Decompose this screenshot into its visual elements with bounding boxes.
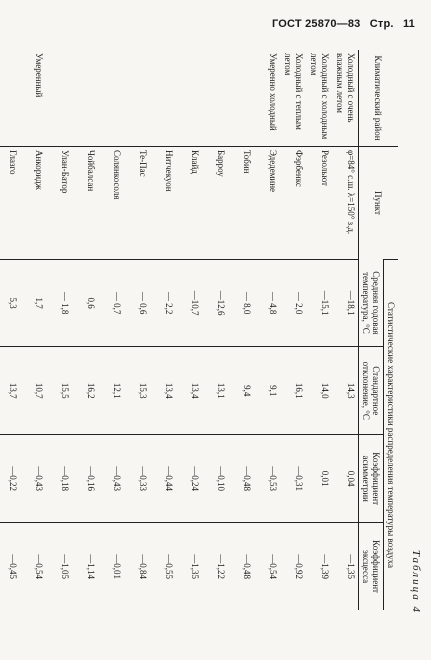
exc-cell: —1,05 <box>46 523 72 610</box>
col-header-std: Стандартное отклонение, °С <box>359 347 384 435</box>
exc-cell: —1,22 <box>202 523 228 610</box>
exc-cell: —0,84 <box>124 523 150 610</box>
exc-cell: —0,54 <box>254 523 280 610</box>
point-cell: Улан-Батор <box>46 146 72 259</box>
table-row <box>202 50 228 610</box>
col-header-mean: Средняя годовая температура, °С <box>359 259 384 346</box>
col-header-group: Статистические характеристики распределения температуры воздуха <box>384 259 399 610</box>
asym-cell: —0,10 <box>202 435 228 523</box>
mean-cell: 5,3 <box>0 259 20 346</box>
mean-cell: —15,1 <box>306 259 332 346</box>
page-header <box>266 18 415 30</box>
std-cell: 13,4 <box>176 347 202 435</box>
col-header-exc: Коэффициент эксцесса <box>359 523 384 610</box>
asym-cell: —0,43 <box>98 435 124 523</box>
point-cell: Резольют <box>306 146 332 259</box>
point-cell: Анкоридж <box>20 146 46 259</box>
table-row <box>332 50 359 610</box>
table-row <box>98 50 124 610</box>
point-cell: Фэрбенкс <box>280 146 306 259</box>
region-cell <box>72 50 98 146</box>
exc-cell: —1,39 <box>306 523 332 610</box>
col-header-asym: Коэффициент асимметрии <box>359 435 384 523</box>
exc-cell: —0,01 <box>98 523 124 610</box>
point-cell: φ=84° с.ш. λ=150° з.д. <box>332 146 359 259</box>
std-cell: 15,3 <box>124 347 150 435</box>
exc-cell: —0,54 <box>20 523 46 610</box>
rotated-table-area <box>8 50 422 620</box>
asym-cell: —0,22 <box>0 435 20 523</box>
asym-cell: —0,18 <box>46 435 72 523</box>
mean-cell: — 0,7 <box>98 259 124 346</box>
asym-cell: —0,53 <box>254 435 280 523</box>
asym-cell: —0,16 <box>72 435 98 523</box>
col-header-region: Климатический район <box>359 50 399 146</box>
region-cell <box>228 50 254 146</box>
table-row <box>124 50 150 610</box>
std-cell: 9,1 <box>254 347 280 435</box>
mean-cell: 1,7 <box>20 259 46 346</box>
table-row <box>0 50 20 610</box>
asym-cell: 0,01 <box>306 435 332 523</box>
region-cell <box>202 50 228 146</box>
climate-table <box>0 50 398 610</box>
std-cell: 14,3 <box>332 347 359 435</box>
std-cell: 15,5 <box>46 347 72 435</box>
point-cell: Те-Пас <box>124 146 150 259</box>
table-body <box>0 50 359 610</box>
mean-cell: — 1,8 <box>46 259 72 346</box>
std-cell: 16,1 <box>280 347 306 435</box>
region-cell: Холодный с холодным летом <box>309 53 330 140</box>
exc-cell: —1,35 <box>176 523 202 610</box>
point-cell: Тобин <box>228 146 254 259</box>
table-label: Таблица 4 <box>410 549 422 614</box>
standard-number: ГОСТ 25870—83 <box>271 18 361 30</box>
region-cell: Холодный с теплым летом <box>283 53 304 130</box>
std-cell: 14,0 <box>306 347 332 435</box>
asym-cell: —0,24 <box>176 435 202 523</box>
page-number: 11 <box>402 18 415 30</box>
table-row <box>280 50 306 610</box>
point-cell: Глазго <box>0 146 20 259</box>
table-row <box>150 50 176 610</box>
asym-cell: —0,31 <box>280 435 306 523</box>
std-cell: 13,7 <box>0 347 20 435</box>
exc-cell: —1,14 <box>72 523 98 610</box>
table-row <box>254 50 280 610</box>
region-cell <box>176 50 202 146</box>
std-cell: 10,7 <box>20 347 46 435</box>
mean-cell: 0,6 <box>72 259 98 346</box>
table-row <box>46 50 72 610</box>
asym-cell: —0,44 <box>150 435 176 523</box>
exc-cell: —0,45 <box>0 523 20 610</box>
table-row <box>228 50 254 610</box>
region-cell: Холодный с очень влажным летом <box>335 53 356 123</box>
exc-cell: —0,55 <box>150 523 176 610</box>
exc-cell: —0,92 <box>280 523 306 610</box>
exc-cell: —0,48 <box>228 523 254 610</box>
col-header-point: Пункт <box>359 146 399 259</box>
page-label: Стр. <box>369 18 394 30</box>
mean-cell: — 2,0 <box>280 259 306 346</box>
std-cell: 12,1 <box>98 347 124 435</box>
table-row <box>176 50 202 610</box>
asym-cell: —0,43 <box>20 435 46 523</box>
asym-cell: —0,48 <box>228 435 254 523</box>
std-cell: 16,2 <box>72 347 98 435</box>
region-cell <box>150 50 176 146</box>
std-cell: 9,4 <box>228 347 254 435</box>
table-row <box>20 50 46 610</box>
point-cell: Эдедемине <box>254 146 280 259</box>
mean-cell: — 0,6 <box>124 259 150 346</box>
point-cell: Чойбалсан <box>72 146 98 259</box>
region-cell <box>46 50 72 146</box>
mean-cell: —12,6 <box>202 259 228 346</box>
std-cell: 13,4 <box>150 347 176 435</box>
region-cell <box>0 50 20 146</box>
region-cell <box>124 50 150 146</box>
region-cell <box>98 50 124 146</box>
region-cell: Умеренно холодный <box>268 53 278 131</box>
mean-cell: — 2,2 <box>150 259 176 346</box>
asym-cell: —0,33 <box>124 435 150 523</box>
table-row <box>72 50 98 610</box>
mean-cell: — 4,8 <box>254 259 280 346</box>
mean-cell: — 8,0 <box>228 259 254 346</box>
point-cell: Барроу <box>202 146 228 259</box>
exc-cell: —1,35 <box>332 523 359 610</box>
std-cell: 13,1 <box>202 347 228 435</box>
table-row <box>306 50 332 610</box>
point-cell: Клайд <box>176 146 202 259</box>
mean-cell: —10,7 <box>176 259 202 346</box>
region-cell: Умеренный <box>34 53 44 98</box>
asym-cell: 0,04 <box>332 435 359 523</box>
mean-cell: —18,1 <box>332 259 359 346</box>
point-cell: Нитчекуон <box>150 146 176 259</box>
point-cell: Солянкосоля <box>98 146 124 259</box>
